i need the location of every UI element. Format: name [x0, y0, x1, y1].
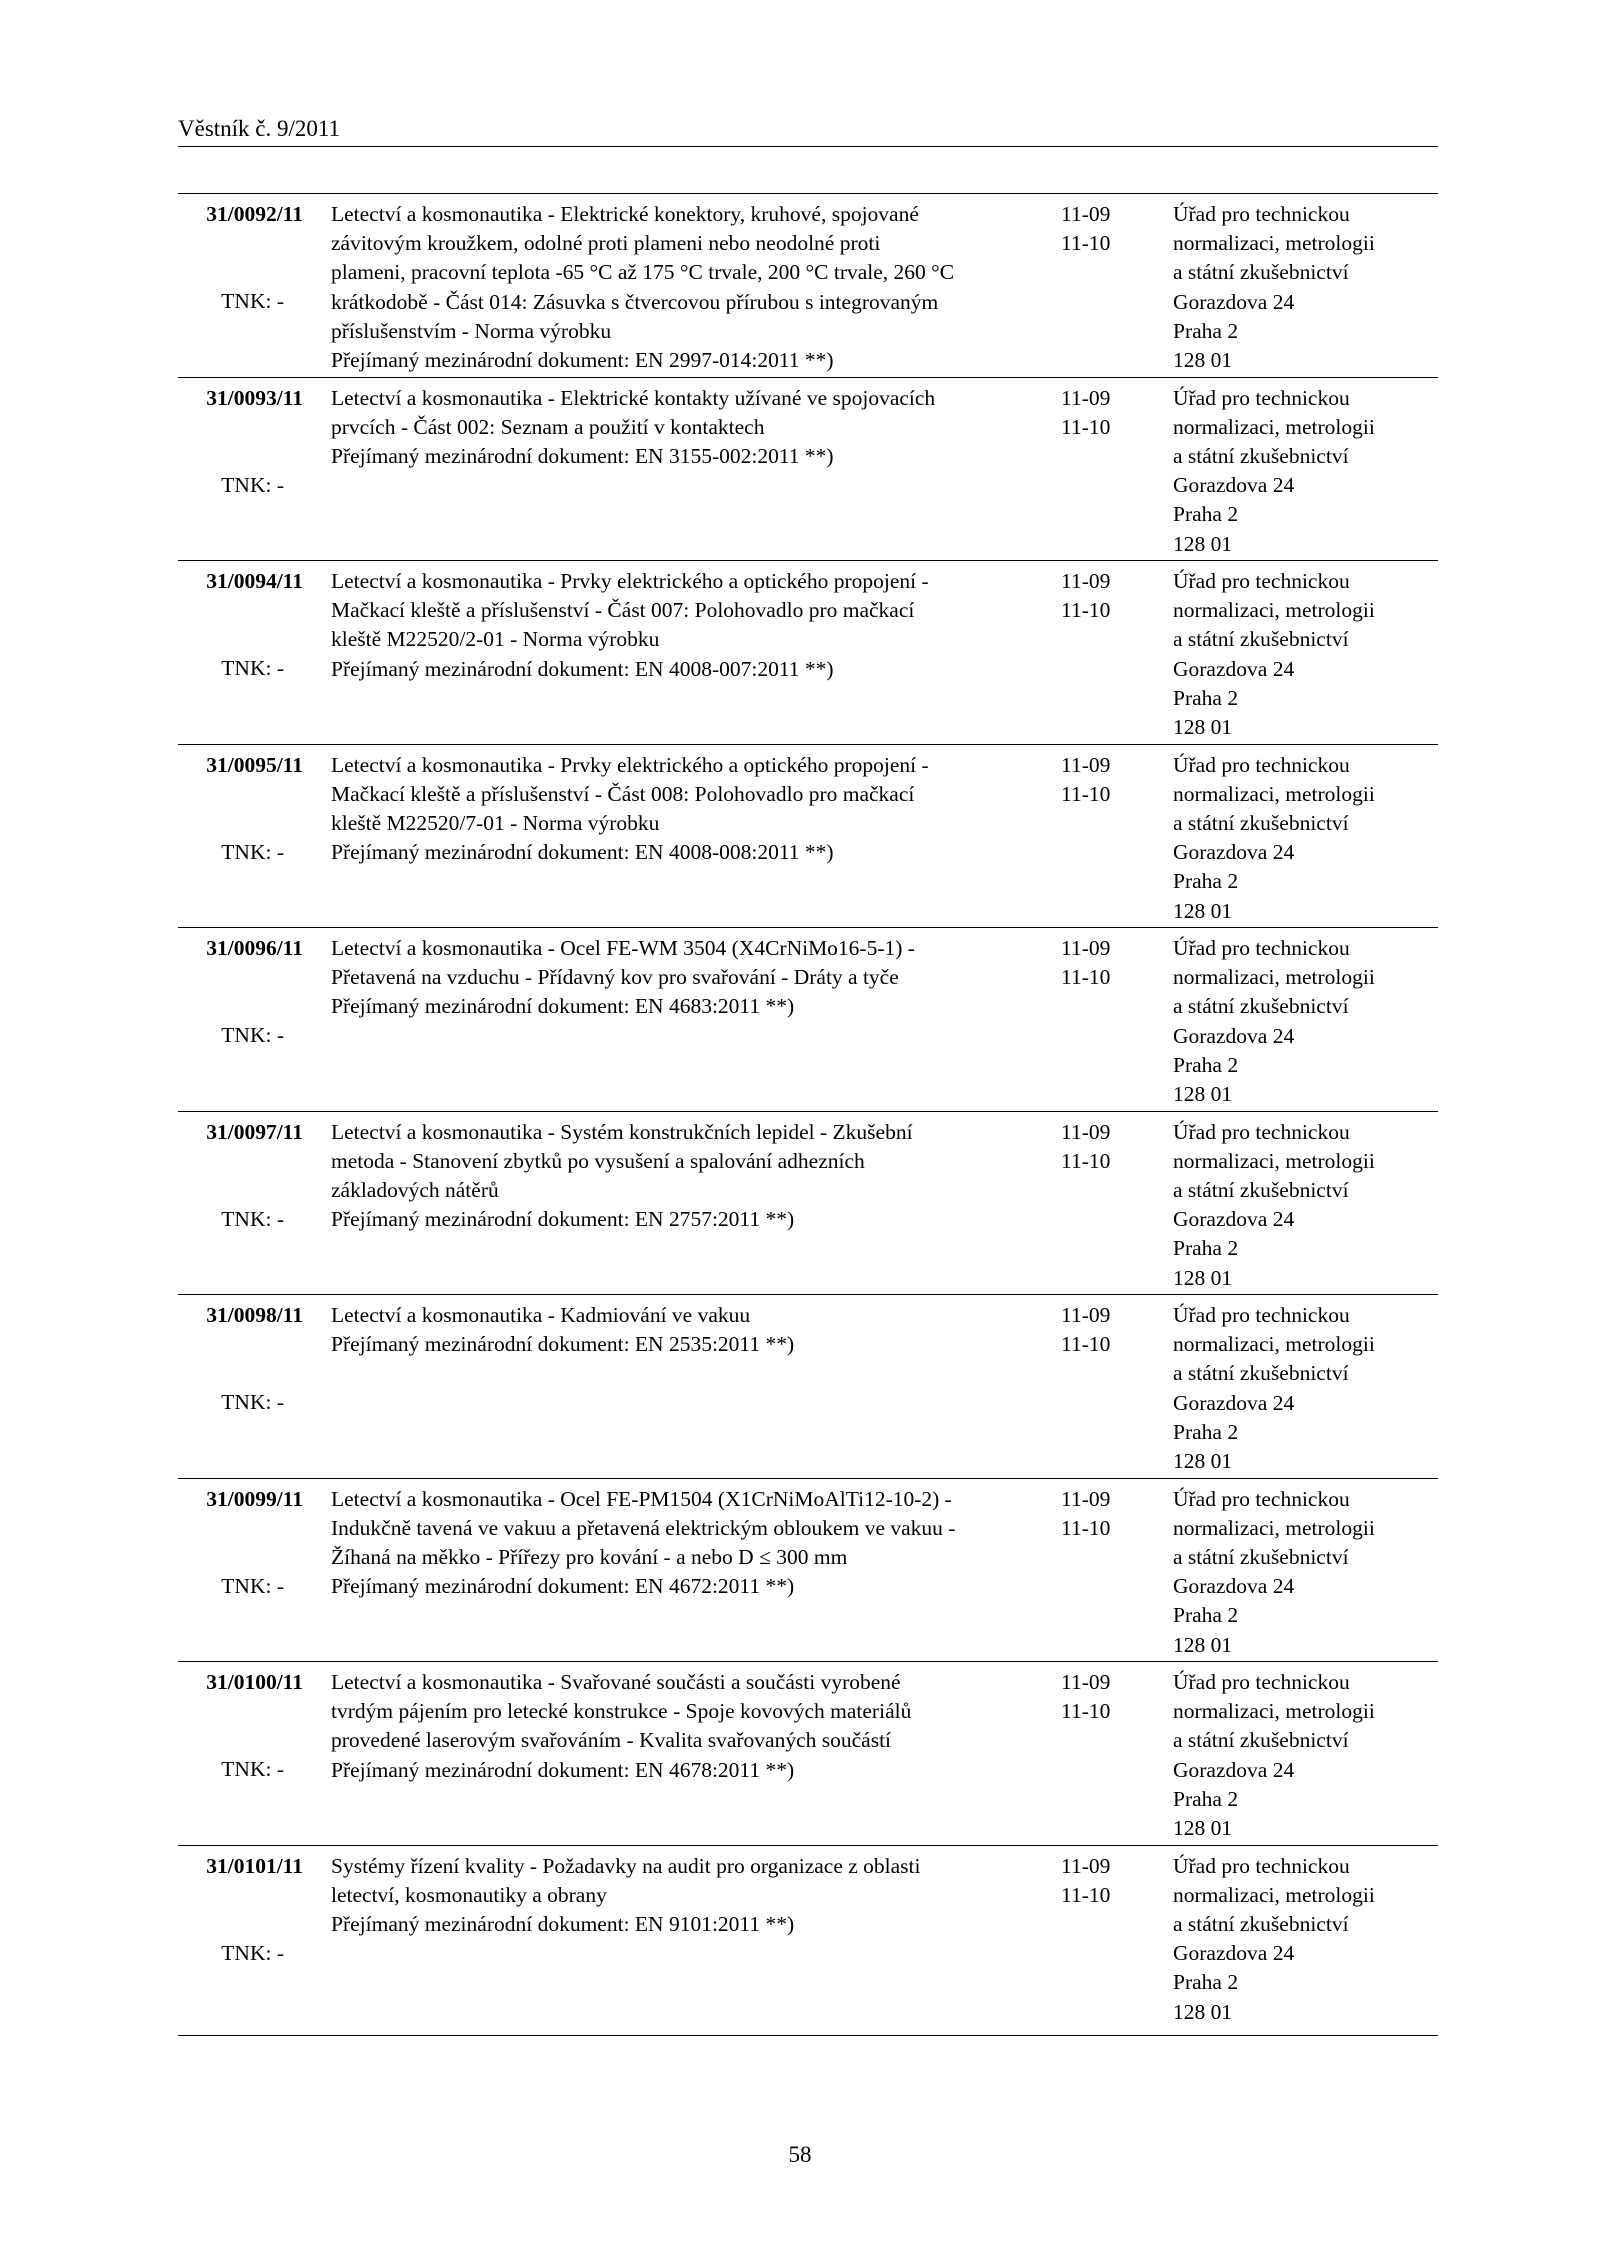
entry-number: 31/0092/11 — [206, 202, 303, 226]
table-row — [178, 378, 1438, 562]
description-line: Letectví a kosmonautika - Ocel FE-WM 3504 (X4CrNiMo16-5-1) - — [331, 936, 915, 960]
office-line: 128 01 — [1173, 1632, 1233, 1657]
date-line: 11-10 — [1061, 1332, 1111, 1357]
description-line: provedené laserovým svařováním - Kvalita svařovaných součástí — [331, 1728, 892, 1753]
page-number: 58 — [788, 2142, 812, 2167]
entry-office — [1173, 934, 1438, 1109]
description-line: Přejímaný mezinárodní dokument: EN 2757:2011 **) — [331, 1207, 795, 1232]
date-line: 11-10 — [1061, 598, 1111, 623]
description-line: Letectví a kosmonautika - Ocel FE-PM1504 (X1CrNiMoAlTi12-10-2) - — [331, 1486, 952, 1511]
office-line: a státní zkušebnictví — [1173, 1728, 1349, 1753]
description-line: Letectví a kosmonautika - Prvky elektrického a optického propojení - — [331, 752, 929, 777]
office-line: 128 01 — [1173, 531, 1233, 556]
description-line: Přejímaný mezinárodní dokument: EN 3155-002:2011 **) — [331, 443, 834, 468]
entry-tnk: TNK: - — [221, 1940, 284, 1965]
bulletin-title: Věstník č. 9/2011 — [178, 116, 341, 141]
entry-tnk: TNK: - — [221, 1206, 284, 1231]
description-line: Přejímaný mezinárodní dokument: EN 2535:2011 **) — [331, 1332, 795, 1357]
entry-number: 31/0097/11 — [206, 1119, 303, 1144]
office-line: a státní zkušebnictví — [1173, 627, 1349, 652]
entry-number: 31/0095/11 — [206, 752, 303, 777]
table-row — [178, 1662, 1438, 1846]
description-line: Přetavená na vzduchu - Přídavný kov pro svařování - Dráty a tyče — [331, 965, 899, 990]
entry-dates — [1061, 751, 1141, 809]
office-line: Praha 2 — [1173, 1052, 1239, 1077]
office-line: 128 01 — [1173, 715, 1233, 740]
office-line: normalizaci, metrologii — [1173, 1882, 1375, 1907]
entry-description — [331, 567, 1061, 684]
table-row — [178, 194, 1438, 378]
entry-office — [1173, 1668, 1438, 1843]
entry-description — [331, 1118, 1061, 1235]
description-line: Mačkací kleště a příslušenství - Část 008: Polohovadlo pro mačkací — [331, 781, 915, 806]
standards-table — [178, 193, 1438, 2036]
entry-dates — [1061, 1852, 1141, 1910]
office-line: Gorazdova 24 — [1173, 840, 1295, 865]
entry-office — [1173, 200, 1438, 375]
office-line: Gorazdova 24 — [1173, 1390, 1295, 1415]
date-line: 11-10 — [1061, 1515, 1111, 1540]
office-line: Gorazdova 24 — [1173, 1941, 1295, 1966]
date-line: 11-10 — [1061, 1882, 1111, 1907]
table-row — [178, 1112, 1438, 1296]
description-line: plameni, pracovní teplota -65 °C až 175 °C trvale, 200 °C trvale, 260 °C — [331, 260, 955, 285]
date-line: 11-10 — [1061, 231, 1111, 256]
table-row — [178, 1846, 1438, 2036]
office-line: 128 01 — [1173, 1816, 1233, 1841]
office-line: Praha 2 — [1173, 1236, 1239, 1261]
entry-number: 31/0101/11 — [206, 1853, 303, 1878]
office-line: Úřad pro technickou — [1173, 752, 1350, 777]
office-line: Praha 2 — [1173, 869, 1239, 894]
office-line: a státní zkušebnictví — [1173, 1361, 1349, 1386]
office-line: a státní zkušebnictví — [1173, 994, 1349, 1019]
table-row — [178, 1479, 1438, 1663]
office-line: normalizaci, metrologii — [1173, 231, 1375, 256]
office-line: 128 01 — [1173, 1265, 1233, 1290]
office-line: Úřad pro technickou — [1173, 569, 1350, 593]
entry-number: 31/0096/11 — [206, 936, 303, 960]
office-line: normalizaci, metrologii — [1173, 1515, 1375, 1540]
entry-tnk: TNK: - — [221, 472, 284, 497]
entry-dates — [1061, 384, 1141, 442]
office-line: Praha 2 — [1173, 1603, 1239, 1628]
office-line: a státní zkušebnictví — [1173, 1911, 1349, 1936]
office-line: Praha 2 — [1173, 1419, 1239, 1444]
description-line: Letectví a kosmonautika - Svařované součásti a součásti vyrobené — [331, 1670, 901, 1694]
description-line: Přejímaný mezinárodní dokument: EN 4008-008:2011 **) — [331, 840, 834, 865]
office-line: a státní zkušebnictví — [1173, 1544, 1349, 1569]
table-row — [178, 928, 1438, 1112]
description-line: Letectví a kosmonautika - Kadmiování ve vakuu — [331, 1303, 751, 1327]
office-line: Úřad pro technickou — [1173, 202, 1350, 226]
description-line: Letectví a kosmonautika - Prvky elektrického a optického propojení - — [331, 569, 929, 593]
entry-office — [1173, 1301, 1438, 1476]
entry-description — [331, 1668, 1061, 1785]
entry-tnk: TNK: - — [221, 1757, 284, 1781]
table-row — [178, 745, 1438, 929]
date-line: 11-09 — [1061, 1486, 1111, 1511]
entry-description — [331, 1852, 1061, 1940]
date-line: 11-09 — [1061, 202, 1111, 226]
office-line: Úřad pro technickou — [1173, 1486, 1350, 1511]
office-line: Praha 2 — [1173, 1970, 1239, 1995]
description-line: příslušenstvím - Norma výrobku — [331, 318, 612, 343]
office-line: 128 01 — [1173, 1449, 1233, 1474]
description-line: základových nátěrů — [331, 1177, 499, 1202]
entry-number: 31/0094/11 — [206, 569, 303, 593]
description-line: Přejímaný mezinárodní dokument: EN 4008-007:2011 **) — [331, 656, 834, 681]
description-line: Letectví a kosmonautika - Elektrické konektory, kruhové, spojované — [331, 202, 919, 226]
entry-dates — [1061, 1668, 1141, 1726]
office-line: Úřad pro technickou — [1173, 936, 1350, 960]
office-line: normalizaci, metrologii — [1173, 781, 1375, 806]
table-row — [178, 1295, 1438, 1479]
description-line: Přejímaný mezinárodní dokument: EN 2997-014:2011 **) — [331, 348, 834, 373]
entry-description — [331, 751, 1061, 868]
office-line: normalizaci, metrologii — [1173, 1332, 1375, 1357]
office-line: 128 01 — [1173, 1999, 1233, 2024]
description-line: Přejímaný mezinárodní dokument: EN 9101:2011 **) — [331, 1911, 795, 1936]
office-line: Gorazdova 24 — [1173, 289, 1295, 314]
description-line: Mačkací kleště a příslušenství - Část 007: Polohovadlo pro mačkací — [331, 598, 915, 623]
office-line: normalizaci, metrologii — [1173, 414, 1375, 439]
description-line: závitovým kroužkem, odolné proti plameni nebo neodolné proti — [331, 231, 881, 256]
office-line: Praha 2 — [1173, 502, 1239, 527]
office-line: Úřad pro technickou — [1173, 1119, 1350, 1144]
office-line: 128 01 — [1173, 898, 1233, 923]
date-line: 11-10 — [1061, 414, 1111, 439]
entry-number: 31/0098/11 — [206, 1303, 303, 1327]
office-line: normalizaci, metrologii — [1173, 1699, 1375, 1724]
office-line: Praha 2 — [1173, 1786, 1239, 1811]
office-line: Gorazdova 24 — [1173, 656, 1295, 681]
office-line: Úřad pro technickou — [1173, 1670, 1350, 1694]
entry-description — [331, 200, 1061, 375]
description-line: metoda - Stanovení zbytků po vysušení a spalování adhezních — [331, 1148, 865, 1173]
entry-number: 31/0093/11 — [206, 385, 303, 410]
entry-office — [1173, 567, 1438, 742]
office-line: Úřad pro technickou — [1173, 385, 1350, 410]
entry-number: 31/0100/11 — [206, 1670, 303, 1694]
entry-description — [331, 934, 1061, 1022]
description-line: Žíhaná na měkko - Přířezy pro kování - a nebo D ≤ 300 mm — [331, 1544, 848, 1569]
entry-tnk: TNK: - — [221, 1390, 284, 1414]
table-row — [178, 561, 1438, 745]
entry-dates — [1061, 567, 1141, 625]
office-line: Gorazdova 24 — [1173, 1574, 1295, 1599]
description-line: Letectví a kosmonautika - Elektrické kontakty užívané ve spojovacích — [331, 385, 936, 410]
description-line: Indukčně tavená ve vakuu a přetavená elektrickým obloukem ve vakuu - — [331, 1515, 956, 1540]
entry-dates — [1061, 1301, 1141, 1359]
description-line: letectví, kosmonautiky a obrany — [331, 1882, 607, 1907]
description-line: Letectví a kosmonautika - Systém konstrukčních lepidel - Zkušební — [331, 1119, 913, 1144]
entry-dates — [1061, 200, 1141, 258]
entry-number: 31/0099/11 — [206, 1486, 303, 1511]
office-line: Gorazdova 24 — [1173, 1207, 1295, 1232]
date-line: 11-09 — [1061, 569, 1111, 593]
description-line: Přejímaný mezinárodní dokument: EN 4678:2011 **) — [331, 1757, 795, 1782]
office-line: normalizaci, metrologii — [1173, 598, 1375, 623]
entry-tnk: TNK: - — [221, 1023, 284, 1047]
description-line: Přejímaný mezinárodní dokument: EN 4672:2011 **) — [331, 1574, 795, 1599]
entry-office — [1173, 1852, 1438, 2027]
office-line: Praha 2 — [1173, 318, 1239, 343]
office-line: Gorazdova 24 — [1173, 1757, 1295, 1782]
office-line: 128 01 — [1173, 1082, 1233, 1107]
entry-description — [331, 1485, 1061, 1602]
date-line: 11-09 — [1061, 1303, 1111, 1327]
description-line: prvcích - Část 002: Seznam a použití v kontaktech — [331, 414, 765, 439]
date-line: 11-09 — [1061, 1853, 1111, 1878]
description-line: kleště M22520/2-01 - Norma výrobku — [331, 627, 660, 652]
office-line: 128 01 — [1173, 348, 1233, 373]
office-line: a státní zkušebnictví — [1173, 260, 1349, 285]
date-line: 11-10 — [1061, 965, 1111, 990]
entry-tnk: TNK: - — [221, 656, 284, 680]
description-line: tvrdým pájením pro letecké konstrukce - Spoje kovových materiálů — [331, 1699, 912, 1724]
entry-tnk: TNK: - — [221, 1573, 284, 1598]
office-line: a státní zkušebnictví — [1173, 1177, 1349, 1202]
date-line: 11-09 — [1061, 385, 1111, 410]
page-header — [178, 110, 1438, 147]
date-line: 11-09 — [1061, 752, 1111, 777]
date-line: 11-09 — [1061, 1670, 1111, 1694]
entry-dates — [1061, 934, 1141, 992]
entry-dates — [1061, 1485, 1141, 1543]
entry-description — [331, 1301, 1061, 1359]
entry-office — [1173, 1485, 1438, 1660]
office-line: a státní zkušebnictví — [1173, 810, 1349, 835]
entry-tnk: TNK: - — [221, 839, 284, 864]
entry-dates — [1061, 1118, 1141, 1176]
entry-office — [1173, 1118, 1438, 1293]
office-line: Gorazdova 24 — [1173, 1023, 1295, 1048]
entry-description — [331, 384, 1061, 472]
description-line: krátkodobě - Část 014: Zásuvka s čtvercovou přírubou s integrovaným — [331, 289, 939, 314]
office-line: Úřad pro technickou — [1173, 1303, 1350, 1327]
description-line: kleště M22520/7-01 - Norma výrobku — [331, 810, 660, 835]
entry-office — [1173, 751, 1438, 926]
entry-tnk: TNK: - — [221, 289, 284, 313]
date-line: 11-09 — [1061, 1119, 1111, 1144]
office-line: a státní zkušebnictví — [1173, 443, 1349, 468]
office-line: Praha 2 — [1173, 685, 1239, 710]
date-line: 11-10 — [1061, 781, 1111, 806]
date-line: 11-09 — [1061, 936, 1111, 960]
description-line: Přejímaný mezinárodní dokument: EN 4683:2011 **) — [331, 994, 795, 1019]
description-line: Systémy řízení kvality - Požadavky na audit pro organizace z oblasti — [331, 1853, 921, 1878]
office-line: normalizaci, metrologii — [1173, 965, 1375, 990]
office-line: Gorazdova 24 — [1173, 473, 1295, 498]
office-line: Úřad pro technickou — [1173, 1853, 1350, 1878]
date-line: 11-10 — [1061, 1699, 1111, 1724]
entry-office — [1173, 384, 1438, 559]
office-line: normalizaci, metrologii — [1173, 1148, 1375, 1173]
date-line: 11-10 — [1061, 1148, 1111, 1173]
